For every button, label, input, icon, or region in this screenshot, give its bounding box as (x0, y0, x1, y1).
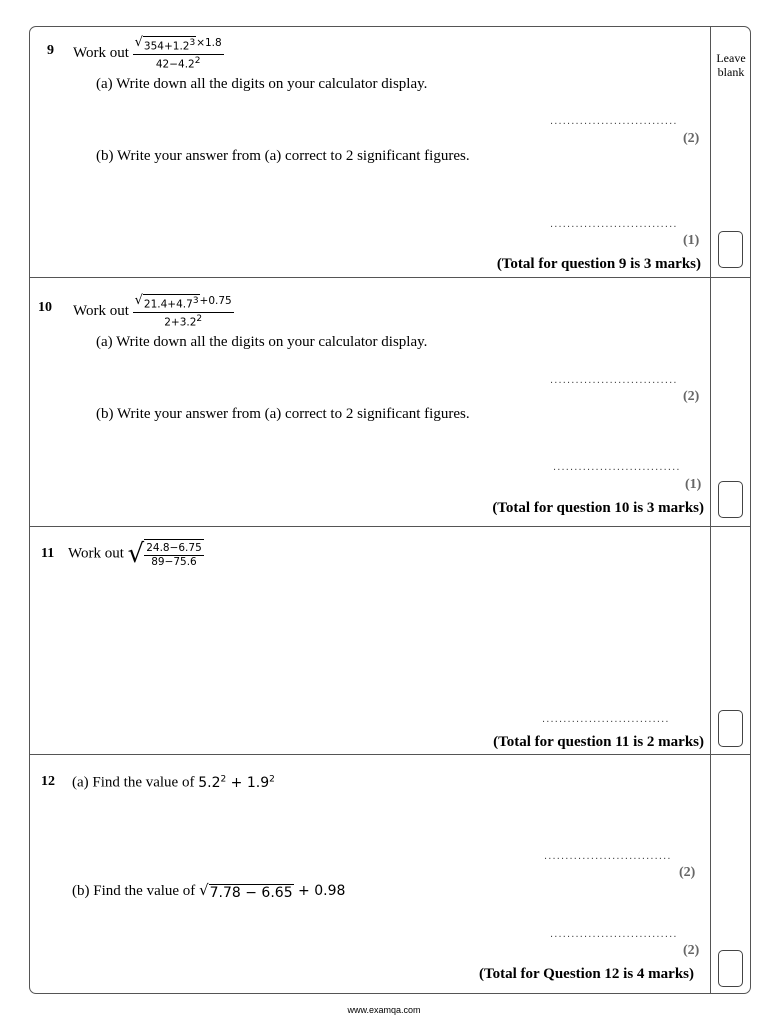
answer-line[interactable]: .............................. (550, 218, 678, 230)
numerator-rest: +0.75 (199, 295, 232, 307)
leave-blank-label: Leave blank (716, 51, 746, 79)
marks-label: (2) (683, 131, 700, 146)
examiner-mark-box (718, 950, 743, 987)
question-9-part-a: (a) Write down all the digits on your calculator display. (96, 76, 428, 92)
denominator: 89−75.6 (151, 556, 197, 568)
question-11-total: (Total for question 11 is 2 marks) (493, 734, 704, 750)
leave-blank-column-divider (710, 26, 711, 994)
question-9-part-b: (b) Write your answer from (a) correct to 2 significant figures. (96, 148, 470, 164)
part-a-text: (a) Find the value of (72, 774, 195, 791)
exponent: 2 (220, 774, 227, 784)
question-10-part-b: (b) Write your answer from (a) correct to 2 significant figures. (96, 406, 470, 422)
denominator: 2+3.2 (164, 316, 197, 328)
question-divider (29, 277, 751, 278)
question-10-part-a: (a) Write down all the digits on your calculator display. (96, 334, 428, 350)
exponent: 2 (194, 55, 201, 66)
question-10-fraction: √ $21.4+4.7^3$ +0.75 $2+3.2^2$ (134, 293, 232, 328)
question-divider (29, 754, 751, 755)
question-number: 10 (38, 300, 52, 315)
answer-line[interactable]: .............................. (553, 461, 681, 473)
exponent: 3 (192, 296, 199, 306)
numerator-radicand: 354+1.2 (143, 40, 190, 53)
exponent: 2 (196, 313, 203, 324)
question-9-total: (Total for question 9 is 3 marks) (496, 256, 701, 272)
marks-label: (2) (683, 389, 700, 404)
term: + 0.98 (293, 883, 346, 899)
question-12-part-a (72, 774, 275, 792)
numerator-radicand: 21.4+4.7 (143, 298, 193, 311)
question-divider (29, 526, 751, 527)
footer-url: www.examqa.com (347, 1005, 421, 1015)
answer-line[interactable]: .............................. (542, 713, 670, 725)
marks-label: (1) (685, 477, 702, 492)
work-out-label: Work out (73, 44, 129, 61)
examiner-mark-box (718, 710, 743, 747)
square-root: √ $\frac{24.8-6.75}{89-75.6}$ (127, 539, 202, 569)
marks-label: (2) (683, 943, 700, 958)
question-12-total: (Total for Question 12 is 4 marks) (478, 966, 694, 982)
work-out-label: Work out (68, 545, 124, 562)
answer-line[interactable]: .............................. (550, 115, 678, 127)
part-b-text: (b) Find the value of (72, 883, 196, 899)
examiner-mark-box (718, 231, 743, 268)
question-number: 12 (41, 774, 55, 789)
part-a-expression (198, 775, 275, 791)
question-10-prompt (73, 294, 234, 329)
question-9-fraction: √ $354+1.2^3$ ×1.8 $42-4.2^2$ (134, 35, 222, 70)
radicand: 7.78 − 6.65 (209, 885, 293, 901)
exponent: 2 (269, 774, 275, 784)
question-11-prompt (68, 539, 204, 569)
numerator: 24.8−6.75 (146, 542, 202, 554)
question-12-part-b (72, 883, 345, 901)
work-out-label: Work out (73, 302, 129, 319)
question-9-prompt (73, 36, 224, 71)
answer-line[interactable]: .............................. (544, 850, 672, 862)
question-10-total: (Total for question 10 is 3 marks) (492, 500, 704, 516)
answer-line[interactable]: .............................. (550, 928, 678, 940)
exponent: 3 (189, 38, 196, 48)
part-b-expression: √ 7.78 − 6.65 + 0.98 (199, 881, 346, 901)
examiner-mark-box (718, 481, 743, 518)
numerator-rest: ×1.8 (196, 37, 222, 49)
marks-label: (2) (679, 865, 696, 880)
marks-label: (1) (683, 233, 700, 248)
question-11-fraction (144, 542, 204, 569)
term: + 1.9 (226, 774, 270, 791)
term: 5.2 (198, 774, 221, 791)
answer-line[interactable]: .............................. (550, 374, 678, 386)
denominator: 42−4.2 (155, 58, 195, 70)
question-number: 11 (41, 546, 55, 561)
question-number: 9 (47, 43, 54, 58)
